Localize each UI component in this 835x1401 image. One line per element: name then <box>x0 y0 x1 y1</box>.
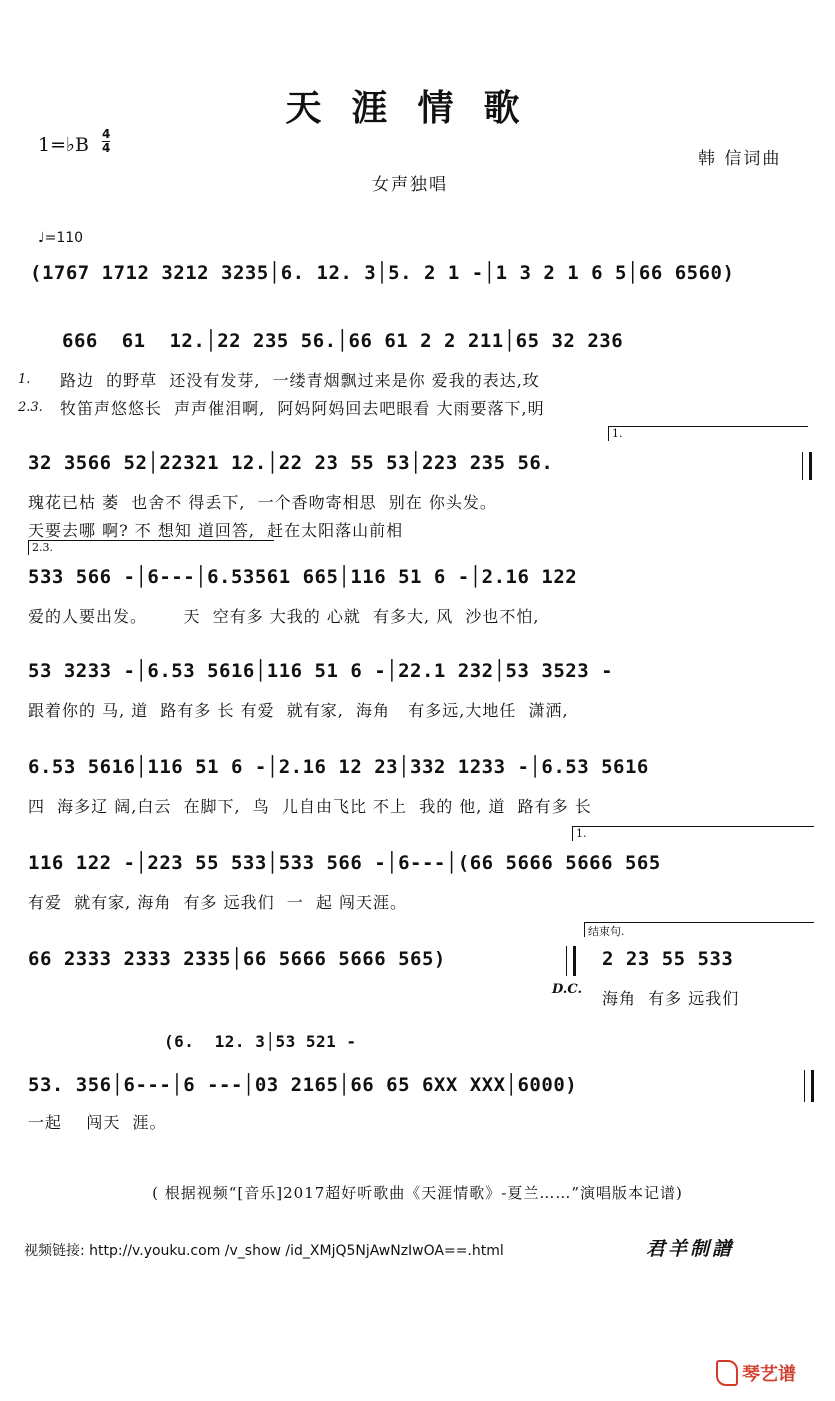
volta-intro-ending: 1. <box>572 826 814 841</box>
video-link <box>24 1240 504 1260</box>
video-link-label: 视频链接: <box>24 1243 85 1259</box>
meter-bottom: 4 <box>102 141 111 155</box>
score-row-2: 666 61 12.│22 235 56.│66 61 2 2 211│65 32 236 <box>62 330 624 352</box>
lyrics-row-4: 爱的人要出发。 天 空有多 大我的 心就 有多大, 风 沙也不怕, <box>28 607 540 626</box>
time-signature <box>102 128 110 155</box>
performance-subtitle: 女声独唱 <box>372 175 448 195</box>
lyrics-row-5: 跟着你的 马, 道 路有多 长 有爱 就有家, 海角 有多远,大地任 潇洒, <box>28 701 569 720</box>
lyrics-row-6: 四 海多辽 阔,白云 在脚下, 鸟 儿自由飞比 不上 我的 他, 道 路有多 长 <box>28 797 592 816</box>
score-row-1: (1767 1712 3212 3235│6. 12. 3│5. 2 1 -│1 3 2 1 6 5│66 6560) <box>30 262 735 284</box>
site-logo-text: 琴艺谱 <box>742 1364 796 1385</box>
transcriber-signature: 君羊制譜 <box>646 1238 735 1260</box>
verse-number-1: 1. <box>18 372 31 387</box>
da-capo-marking: D.C. <box>552 982 582 997</box>
volta-second-ending: 2.3. <box>28 540 274 555</box>
lyrics-row-8-ending: 海角 有多 远我们 <box>602 989 740 1008</box>
meter-top: 4 <box>102 127 111 141</box>
video-link-url: http://v.youku.com /v_show /id_XMjQ5NjAwNzIwOA==.html <box>89 1243 504 1259</box>
lyrics-row-3-verse-2: 天要去哪 啊? 不 想知 道回答, 赶在太阳落山前相 <box>28 521 404 540</box>
piano-logo-icon <box>716 1360 738 1386</box>
verse-number-2-3: 2.3. <box>18 400 43 415</box>
tempo-marking: ♩=110 <box>38 230 84 246</box>
lyrics-row-2-verse-2: 牧笛声悠悠长 声声催泪啊, 阿妈阿妈回去吧眼看 大雨要落下,明 <box>60 399 545 418</box>
score-row-4: 533 566 -│6---│6.53561 665│116 51 6 -│2.16 122 <box>28 566 578 588</box>
score-row-7: 116 122 -│223 55 533│533 566 -│6---│(66 5666 5666 565 <box>28 852 661 874</box>
score-row-5: 53 3233 -│6.53 5616│116 51 6 -│22.1 232│53 3523 - <box>28 660 614 682</box>
score-row-3: 32 3566 52│22321 12.│22 23 55 53│223 235 56. <box>28 452 554 474</box>
transcription-note: ( 根据视频“[音乐]2017超好听歌曲《天涯情歌》-夏兰……”演唱版本记谱) <box>152 1184 683 1202</box>
author-credit: 韩 信词曲 <box>698 149 782 169</box>
score-row-6: 6.53 5616│116 51 6 -│2.16 12 23│332 1233 -│6.53 5616 <box>28 756 649 778</box>
volta-first-ending: 1. <box>608 426 808 441</box>
site-logo <box>716 1360 796 1386</box>
song-title: 天涯情歌 <box>285 87 550 129</box>
score-row-9-ossia: (6. 12. 3│53 521 - <box>164 1032 357 1051</box>
double-barline <box>566 946 576 976</box>
score-row-8-ending: 2 23 55 533 <box>602 948 734 970</box>
repeat-barline <box>802 452 812 480</box>
lyrics-row-2-verse-1: 路边 的野草 还没有发芽, 一缕青烟飘过来是你 爱我的表达,玫 <box>60 371 540 390</box>
lyrics-row-7: 有爱 就有家, 海角 有多 远我们 一 起 闯天涯。 <box>28 893 408 912</box>
lyrics-row-9: 一起 闯天 涯。 <box>28 1113 167 1132</box>
score-row-8: 66 2333 2333 2335│66 5666 5666 565) <box>28 948 446 970</box>
final-barline <box>804 1070 814 1102</box>
key-signature: 1=♭B <box>38 134 89 156</box>
lyrics-row-3-verse-1: 瑰花已枯 萎 也舍不 得丢下, 一个香吻寄相思 别在 你头发。 <box>28 493 497 512</box>
volta-ending-phrase: 结束句. <box>584 922 814 937</box>
score-row-9: 53. 356│6---│6 ---│03 2165│66 65 6XX XXX│6000) <box>28 1074 578 1096</box>
